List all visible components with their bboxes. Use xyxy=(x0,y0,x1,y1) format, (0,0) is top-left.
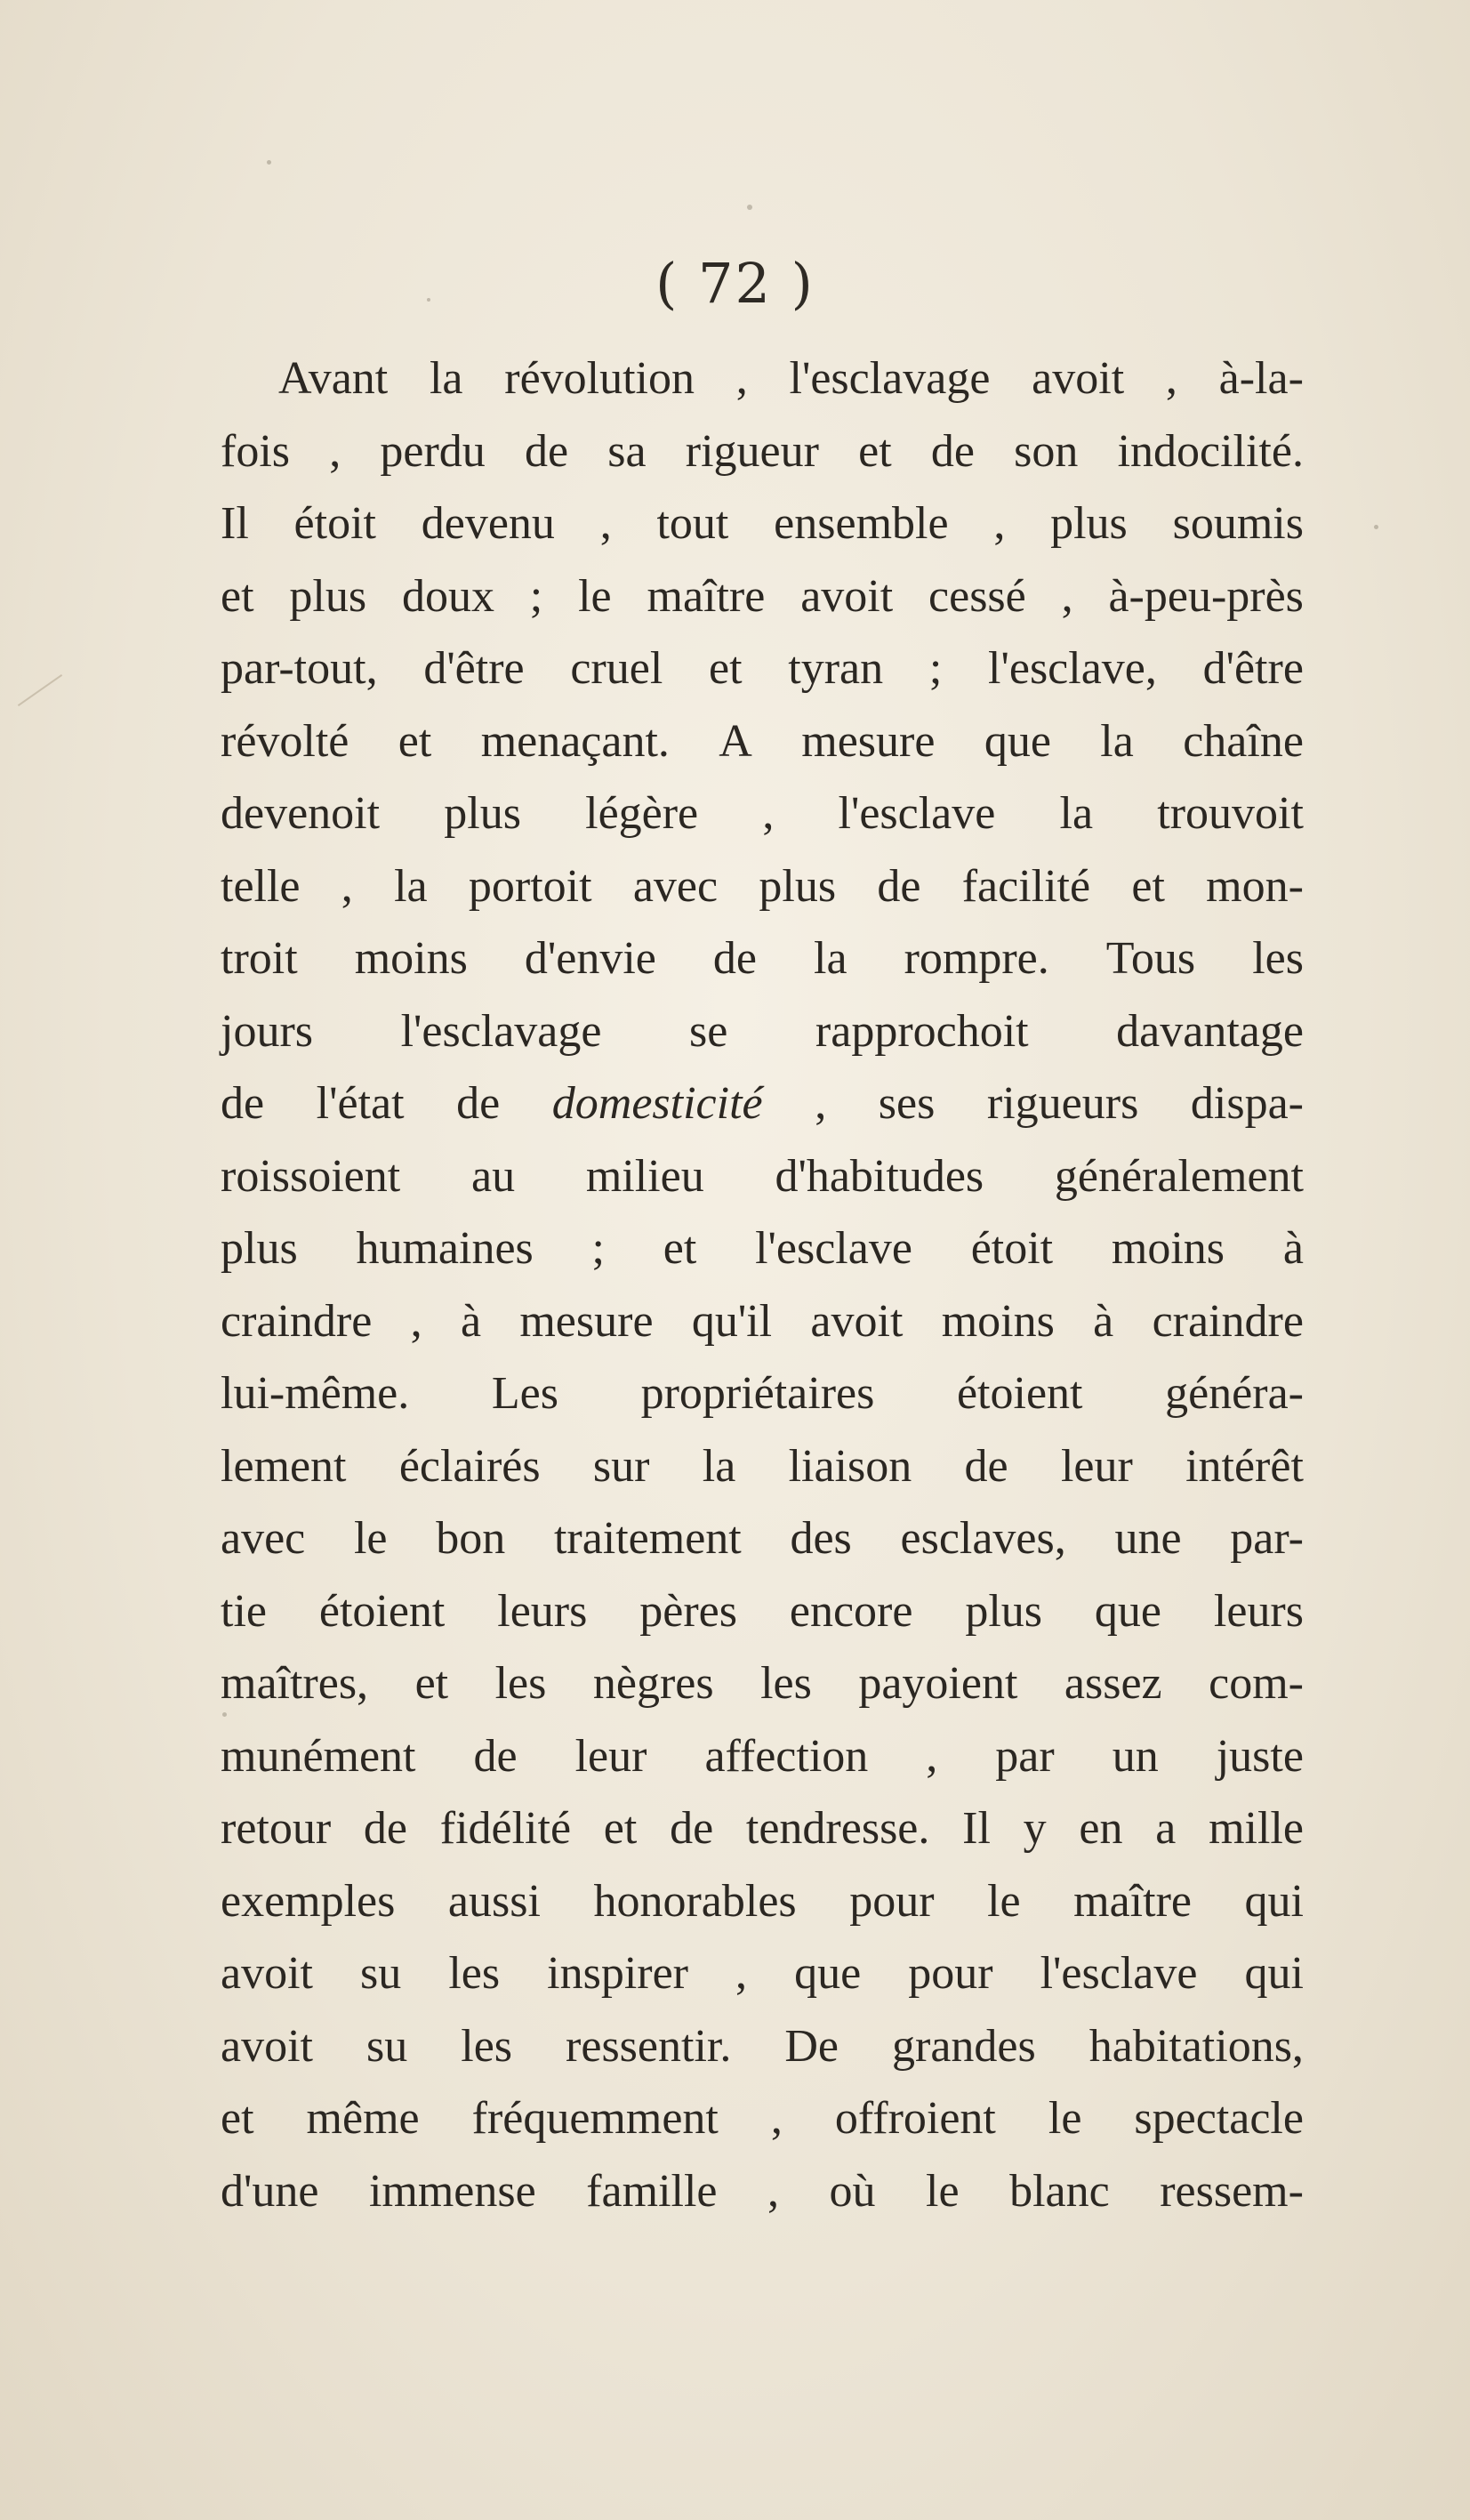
word: la xyxy=(394,860,428,912)
word: un xyxy=(1112,1730,1159,1782)
word: immense xyxy=(368,2165,536,2217)
word: plus xyxy=(221,1223,298,1274)
word: de xyxy=(877,860,921,912)
word: pour xyxy=(849,1875,935,1927)
word: et xyxy=(709,643,743,694)
word: les xyxy=(760,1658,812,1709)
italic-word: domesticité xyxy=(551,1078,763,1129)
word: encore xyxy=(789,1585,913,1637)
word: , xyxy=(329,425,341,477)
word: de xyxy=(930,425,975,477)
word: jours xyxy=(221,1005,313,1057)
word: , xyxy=(341,860,353,912)
word: avoit xyxy=(1032,353,1125,404)
word: menaçant. xyxy=(480,715,670,767)
word: rigueur xyxy=(685,425,819,477)
word: et xyxy=(663,1223,697,1274)
word: l'esclavage xyxy=(400,1005,602,1057)
word: son xyxy=(1014,425,1079,477)
word: lui-même. xyxy=(221,1368,410,1419)
word: généralement xyxy=(1054,1150,1304,1202)
word: ressentir. xyxy=(566,2020,732,2072)
word: chaîne xyxy=(1183,715,1304,767)
word: la xyxy=(429,353,463,404)
word: soumis xyxy=(1172,498,1304,549)
word: par-tout, xyxy=(221,643,378,694)
word: famille xyxy=(586,2165,718,2217)
word: , xyxy=(1061,570,1073,622)
text-line xyxy=(221,1285,1304,1358)
word: tendresse. xyxy=(745,1803,930,1854)
word: ensemble xyxy=(774,498,949,549)
word: l'esclave xyxy=(755,1223,912,1274)
word: de xyxy=(221,1078,265,1129)
word: plus xyxy=(759,860,837,912)
word: qu'il xyxy=(691,1295,773,1347)
word: A xyxy=(719,715,752,767)
word: de xyxy=(363,1803,408,1854)
word: l'esclave, xyxy=(988,643,1157,694)
word: rapprochoit xyxy=(815,1005,1029,1057)
word: , xyxy=(770,2093,783,2144)
word: Tous xyxy=(1105,933,1196,984)
word: l'esclave xyxy=(838,788,996,839)
word: légère xyxy=(585,788,699,839)
text-line xyxy=(221,1357,1304,1430)
word: craindre xyxy=(221,1295,373,1347)
word: offroient xyxy=(834,2093,996,2144)
paper-speck xyxy=(222,1712,227,1717)
word: la xyxy=(814,933,847,984)
text-line xyxy=(221,995,1304,1068)
word: avec xyxy=(632,860,719,912)
text-line xyxy=(221,2155,1304,2228)
word: milieu xyxy=(585,1150,704,1202)
word: et xyxy=(221,570,254,622)
word: rigueurs xyxy=(986,1078,1139,1129)
word: d'envie xyxy=(524,933,656,984)
word: blanc xyxy=(1009,2165,1110,2217)
word: ; xyxy=(529,570,543,622)
word: a xyxy=(1155,1803,1177,1854)
text-line xyxy=(221,2010,1304,2083)
word: de xyxy=(524,425,569,477)
word: de xyxy=(456,1078,501,1129)
text-line xyxy=(221,342,1304,415)
word: étoient xyxy=(318,1585,446,1637)
word: su xyxy=(360,1948,402,1999)
word: perdu xyxy=(380,425,486,477)
word: pères xyxy=(639,1585,737,1637)
word: roissoient xyxy=(221,1150,401,1202)
word: par xyxy=(995,1730,1055,1782)
word: à xyxy=(1093,1295,1114,1347)
word: à-peu-près xyxy=(1108,570,1304,622)
word: qui xyxy=(1244,1948,1304,1999)
word: plus xyxy=(289,570,367,622)
word: , xyxy=(762,788,775,839)
text-line xyxy=(221,1937,1304,2010)
word: exemples xyxy=(221,1875,396,1927)
word: à-la- xyxy=(1218,353,1304,404)
word: plus xyxy=(1050,498,1128,549)
paper-speck xyxy=(267,160,271,165)
word: su xyxy=(366,2020,408,2072)
word: le xyxy=(987,1875,1021,1927)
word: cruel xyxy=(570,643,663,694)
word: De xyxy=(784,2020,839,2072)
word: dispa- xyxy=(1190,1078,1304,1129)
word: l'état xyxy=(316,1078,405,1129)
word: maîtres, xyxy=(221,1658,369,1709)
text-line xyxy=(221,1212,1304,1285)
word: au xyxy=(470,1150,516,1202)
word: leurs xyxy=(1213,1585,1304,1637)
word: cessé xyxy=(928,570,1026,622)
word: leur xyxy=(1060,1440,1133,1492)
word: , xyxy=(1165,353,1177,404)
word: ses xyxy=(878,1078,936,1129)
word: spectacle xyxy=(1134,2093,1304,2144)
word: propriétaires xyxy=(640,1368,875,1419)
word: honorables xyxy=(593,1875,797,1927)
word: et xyxy=(858,425,892,477)
word: Il xyxy=(221,498,249,549)
word: avec xyxy=(221,1513,306,1564)
word: nègres xyxy=(592,1658,714,1709)
word: de xyxy=(670,1803,714,1854)
word: , xyxy=(735,353,748,404)
word: Il xyxy=(962,1803,991,1854)
word: la xyxy=(1059,788,1094,839)
word: craindre xyxy=(1152,1295,1304,1347)
word: Avant xyxy=(278,353,389,404)
word: d'être xyxy=(1202,643,1304,694)
text-line xyxy=(221,705,1304,778)
word: des xyxy=(790,1513,852,1564)
word: en xyxy=(1079,1803,1123,1854)
word: par- xyxy=(1230,1513,1304,1564)
word: mon- xyxy=(1206,860,1304,912)
word: esclaves, xyxy=(900,1513,1066,1564)
paper-speck xyxy=(427,298,430,302)
text-line xyxy=(221,632,1304,705)
word: davantage xyxy=(1116,1005,1304,1057)
word: de xyxy=(964,1440,1008,1492)
word: tout xyxy=(656,498,729,549)
word: étoit xyxy=(293,498,376,549)
text-line xyxy=(221,415,1304,488)
word: rompre. xyxy=(904,933,1049,984)
word: et xyxy=(414,1658,449,1709)
word: d'une xyxy=(221,2165,319,2217)
word: les xyxy=(494,1658,547,1709)
word: que xyxy=(1094,1585,1161,1637)
word: fréquemment xyxy=(471,2093,719,2144)
word: généra- xyxy=(1165,1368,1304,1419)
text-line xyxy=(221,1502,1304,1575)
word: maître xyxy=(1073,1875,1192,1927)
word: les xyxy=(1252,933,1304,984)
word: lement xyxy=(221,1440,347,1492)
word: grandes xyxy=(892,2020,1036,2072)
word: même xyxy=(306,2093,420,2144)
word: sa xyxy=(607,425,647,477)
word: devenoit xyxy=(221,788,381,839)
word: l'esclave xyxy=(1040,1948,1198,1999)
text-line xyxy=(221,1067,1304,1140)
text-line xyxy=(221,1430,1304,1503)
word: que xyxy=(984,715,1051,767)
word: retour xyxy=(221,1803,332,1854)
word: intérêt xyxy=(1185,1440,1304,1492)
word: ; xyxy=(591,1223,605,1274)
word: de xyxy=(712,933,757,984)
word: , xyxy=(815,1078,827,1129)
word: mille xyxy=(1209,1803,1304,1854)
word: indocilité. xyxy=(1117,425,1304,477)
word: la xyxy=(702,1440,736,1492)
word: telle xyxy=(221,860,301,912)
word: fois xyxy=(221,425,290,477)
word: munément xyxy=(221,1730,416,1782)
word: portoit xyxy=(468,860,592,912)
word: moins xyxy=(354,933,468,984)
word: habitations, xyxy=(1088,2020,1304,2072)
word: avoit xyxy=(221,1948,313,1999)
paper-speck xyxy=(747,205,752,210)
word: liaison xyxy=(788,1440,912,1492)
page-number: ( 72 ) xyxy=(655,251,815,316)
word: où xyxy=(829,2165,876,2217)
word: ; xyxy=(928,643,943,694)
text-line xyxy=(221,1140,1304,1213)
word: moins xyxy=(1111,1223,1225,1274)
word: trouvoit xyxy=(1157,788,1304,839)
word: ressem- xyxy=(1160,2165,1304,2217)
word: d'être xyxy=(423,643,525,694)
word: maître xyxy=(647,570,766,622)
word: la xyxy=(1100,715,1134,767)
text-line xyxy=(221,777,1304,850)
text-line xyxy=(221,1647,1304,1720)
word: sur xyxy=(592,1440,650,1492)
word: , xyxy=(410,1295,422,1347)
word: , xyxy=(993,498,1006,549)
text-line xyxy=(221,1865,1304,1938)
word: l'esclavage xyxy=(789,353,991,404)
word: révolté xyxy=(221,715,349,767)
word: juste xyxy=(1216,1730,1304,1782)
word: le xyxy=(578,570,612,622)
word: tyran xyxy=(788,643,884,694)
word: avoit xyxy=(810,1295,904,1347)
word: inspirer xyxy=(547,1948,688,1999)
word: le xyxy=(1048,2093,1082,2144)
word: étoit xyxy=(970,1223,1054,1274)
word: avoit xyxy=(800,570,894,622)
word: plus xyxy=(965,1585,1043,1637)
word: facilité xyxy=(961,860,1091,912)
word: payoient xyxy=(858,1658,1018,1709)
text-line xyxy=(221,850,1304,923)
word: pour xyxy=(908,1948,993,1999)
word: plus xyxy=(444,788,521,839)
paper-speck xyxy=(1374,525,1378,529)
word: doux xyxy=(401,570,494,622)
word: devenu xyxy=(421,498,555,549)
word: une xyxy=(1114,1513,1182,1564)
text-line xyxy=(221,1575,1304,1648)
word: à xyxy=(460,1295,482,1347)
word: de xyxy=(473,1730,518,1782)
text-line xyxy=(221,487,1304,560)
word: tie xyxy=(221,1585,267,1637)
word: assez xyxy=(1064,1658,1162,1709)
text-line xyxy=(221,1720,1304,1793)
text-line xyxy=(221,560,1304,633)
word: , xyxy=(735,1948,748,1999)
word: que xyxy=(794,1948,862,1999)
text-line xyxy=(221,922,1304,995)
word: traitement xyxy=(553,1513,742,1564)
word: les xyxy=(448,1948,501,1999)
word: les xyxy=(461,2020,513,2072)
word: et xyxy=(603,1803,638,1854)
word: mesure xyxy=(519,1295,654,1347)
word: qui xyxy=(1244,1875,1304,1927)
word: y xyxy=(1023,1803,1047,1854)
body-text xyxy=(221,342,1304,2227)
text-line xyxy=(221,2082,1304,2155)
word: mesure xyxy=(801,715,936,767)
word: leurs xyxy=(497,1585,588,1637)
word: leur xyxy=(574,1730,647,1782)
word: Les xyxy=(491,1368,558,1419)
word: et xyxy=(398,715,432,767)
word: troit xyxy=(221,933,298,984)
word: moins xyxy=(941,1295,1055,1347)
word: étoient xyxy=(956,1368,1083,1419)
word: le xyxy=(353,1513,388,1564)
word: d'habitudes xyxy=(775,1150,984,1202)
word: éclairés xyxy=(398,1440,541,1492)
word: , xyxy=(599,498,612,549)
word: fidélité xyxy=(439,1803,572,1854)
paper-crease-mark xyxy=(18,674,62,706)
word: bon xyxy=(436,1513,506,1564)
word: se xyxy=(689,1005,728,1057)
word: révolution xyxy=(504,353,695,404)
word: aussi xyxy=(447,1875,541,1927)
word: le xyxy=(926,2165,960,2217)
text-line xyxy=(221,1792,1304,1865)
word: com- xyxy=(1209,1658,1304,1709)
word: , xyxy=(926,1730,938,1782)
word: et xyxy=(1131,860,1165,912)
word: avoit xyxy=(221,2020,313,2072)
word: et xyxy=(221,2093,254,2144)
word: , xyxy=(767,2165,780,2217)
word: humaines xyxy=(356,1223,534,1274)
word: affection xyxy=(704,1730,869,1782)
word: à xyxy=(1282,1223,1304,1274)
